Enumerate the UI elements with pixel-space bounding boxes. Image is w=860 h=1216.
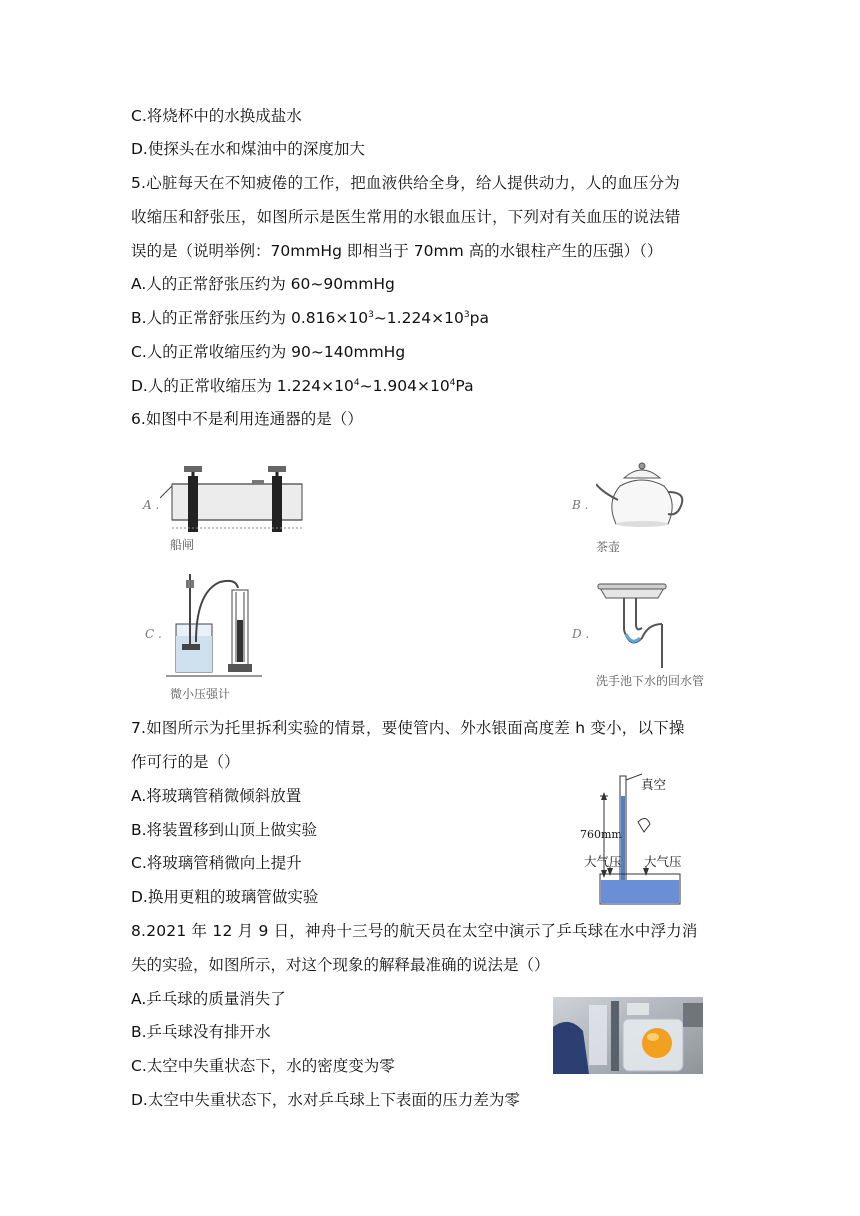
fig-d-letter: D . xyxy=(572,627,590,641)
q4-option-d: D.使探头在水和煤油中的深度加大 xyxy=(131,140,365,158)
torricelli-figure xyxy=(580,770,692,920)
q5-option-b: B.人的正常舒张压约为 $0.816\times 10^3\sim 1.224\times 10^3pa$ xyxy=(131,309,489,327)
torricelli-vacuum-label: 真空 xyxy=(641,777,667,792)
q5-stem-line1: 5.心脏每天在不知疲倦的工作，把血液供给全身，给人提供动力，人的血压分为 xyxy=(131,174,680,192)
fig-a-letter: A . xyxy=(143,498,160,512)
fig-c-letter: C . xyxy=(145,627,162,641)
ship-lock-figure xyxy=(160,458,310,538)
q4-option-c: C.将烧杯中的水换成盐水 xyxy=(131,107,302,125)
q8-option-b: B.乒乓球没有排开水 xyxy=(131,1023,271,1041)
q6-stem: 6.如图中不是利用连通器的是（） xyxy=(131,410,363,428)
torricelli-height-label: 760mm xyxy=(580,828,622,841)
fig-a-caption: 船闸 xyxy=(170,538,195,552)
micro-manometer-figure xyxy=(166,572,262,682)
teapot-figure xyxy=(596,458,688,534)
q8-option-c: C.太空中失重状态下，水的密度变为零 xyxy=(131,1057,395,1075)
space-station-photo xyxy=(553,997,703,1074)
fig-d-caption: 洗手池下水的回水管 xyxy=(596,674,705,688)
q7-option-a: A.将玻璃管稍微倾斜放置 xyxy=(131,787,302,805)
q8-option-d: D.太空中失重状态下，水对乒乓球上下表面的压力差为零 xyxy=(131,1091,520,1109)
q5-stem-line3: 误的是（说明举例：70mmHg 即相当于 70mm 高的水银柱产生的压强）（） xyxy=(131,242,663,260)
q7-stem-line1: 7.如图所示为托里拆利实验的情景，要使管内、外水银面高度差 h 变小，以下操 xyxy=(131,719,685,737)
fig-b-letter: B . xyxy=(572,498,589,512)
fig-b-caption: 茶壶 xyxy=(596,540,621,554)
q5-option-c: C.人的正常收缩压约为 90~140mmHg xyxy=(131,343,406,361)
q7-option-c: C.将玻璃管稍微向上提升 xyxy=(131,854,302,872)
q5-option-a: A.人的正常舒张压约为 60~90mmHg xyxy=(131,275,395,293)
q8-stem-line1: 8.2021 年 12 月 9 日，神舟十三号的航天员在太空中演示了乒乓球在水中浮力消 xyxy=(131,922,698,940)
fig-c-caption: 微小压强计 xyxy=(170,687,231,701)
sink-trap-figure xyxy=(596,578,668,670)
q5-option-d: D.人的正常收缩压为 $1.224\times 10^4\sim 1.904\times 10^4Pa$ xyxy=(131,377,474,395)
torricelli-atm-left: 大气压 xyxy=(584,854,622,869)
q7-stem-line2: 作可行的是（） xyxy=(131,753,240,771)
q7-option-b: B.将装置移到山顶上做实验 xyxy=(131,821,318,839)
q8-stem-line2: 失的实验，如图所示，对这个现象的解释最准确的说法是（） xyxy=(131,956,550,974)
q5-stem-line2: 收缩压和舒张压，如图所示是医生常用的水银血压计，下列对有关血压的说法错 xyxy=(131,208,681,226)
torricelli-atm-right: 大气压 xyxy=(644,854,682,869)
q8-option-a: A.乒乓球的质量消失了 xyxy=(131,990,286,1008)
q7-option-d: D.换用更粗的玻璃管做实验 xyxy=(131,888,319,906)
